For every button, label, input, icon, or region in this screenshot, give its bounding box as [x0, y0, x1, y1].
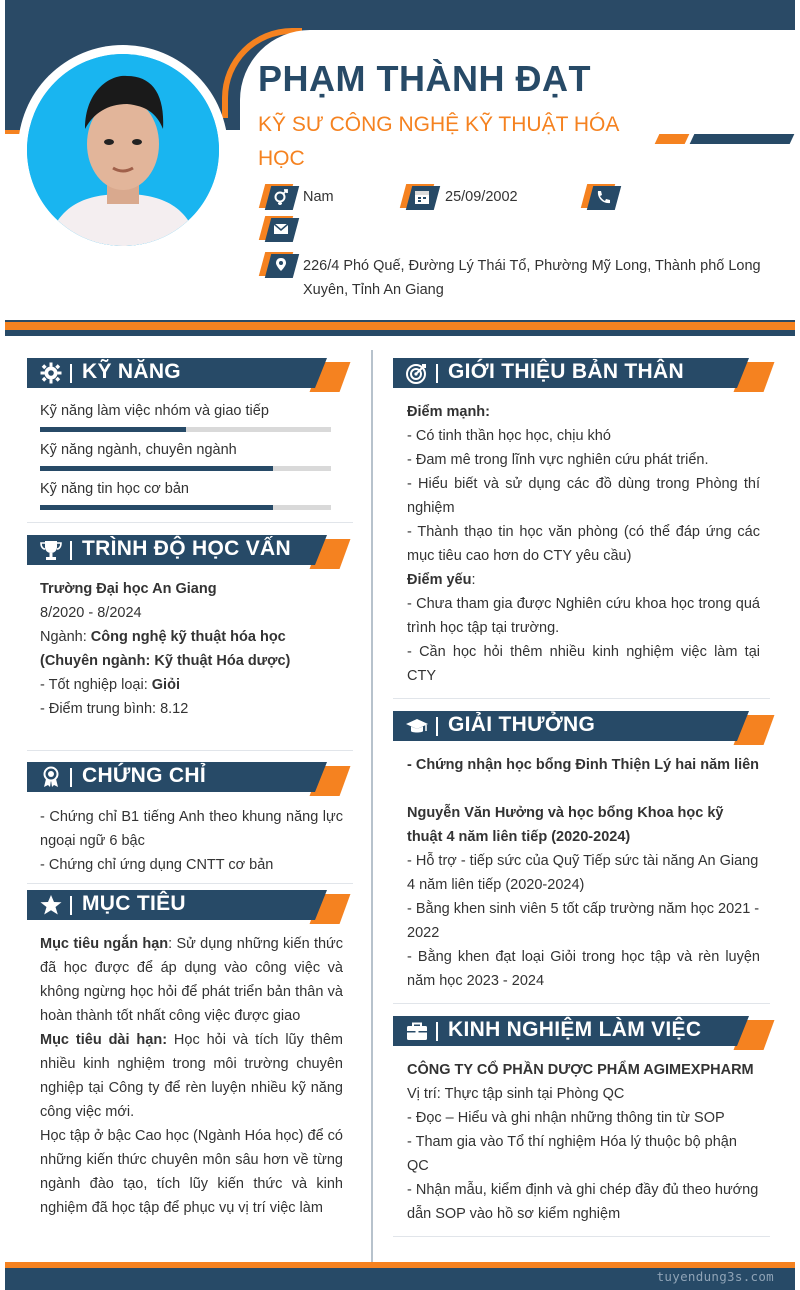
further-objective: Học tập ở bậc Cao học (Ngành Hóa học) để có những kiến thức chuyên môn sâu hơn về từng ngành đào tạo, tích lũy kiến thức và kinh nghiệm đã học tập để phục vụ vị trí việc làm [40, 1128, 343, 1216]
trophy-icon [39, 539, 63, 561]
long-term-text: Học hỏi và tích lũy thêm nhiều kinh nghiệm trong môi trường chuyên nghiệp tại Công ty để rèn luyện nhiều kỹ năng công việc mới. [40, 1032, 344, 1120]
weakness-item: - Chưa tham gia được Nghiên cứu khoa học trong quá trình học tập tại trường. [407, 596, 760, 636]
graduation-rank [40, 673, 180, 697]
award-item: - Hỗ trợ - tiếp sức của Quỹ Tiếp sức tài năng An Giang 4 năm liên tiếp (2020-2024) [407, 853, 759, 893]
task-item: - Đọc – Hiểu và ghi nhận những thông tin từ SOP [407, 1110, 725, 1126]
strengths-label: Điểm mạnh: [407, 404, 490, 420]
education-period: 8/2020 - 8/2024 [40, 605, 142, 621]
task-item: - Tham gia vào Tổ thí nghiệm Hóa lý thuộc bộ phận QC [407, 1134, 737, 1174]
experience-title: KINH NGHIỆM LÀM VIỆC [448, 1018, 702, 1041]
column-divider [371, 350, 373, 1262]
skill-bar-track [40, 466, 331, 471]
email-icon [270, 220, 292, 238]
birthday-icon-box [403, 184, 437, 210]
weaknesses-label [407, 568, 476, 592]
email-icon-box [262, 216, 296, 242]
skill-bar-fill [40, 427, 186, 432]
objectives-title: MỤC TIÊU [82, 892, 186, 915]
section-divider [393, 1236, 770, 1237]
certificate-item: - Chứng chỉ B1 tiếng Anh theo khung năng lực ngoại ngữ 6 bậc [40, 809, 343, 849]
certificate-item: - Chứng chỉ ứng dụng CNTT cơ bản [40, 857, 274, 873]
education-major [40, 625, 344, 673]
award-item: - Bằng khen sinh viên 5 tốt cấp trường năm học 2021 - 2022 [407, 901, 760, 941]
objectives-section-header [27, 890, 345, 926]
briefcase-icon [405, 1020, 429, 1042]
avatar [27, 54, 219, 246]
skill-bar-fill [40, 505, 273, 510]
task-item: - Nhận mẫu, kiểm định và ghi chép đầy đủ theo hướng dẫn SOP vào hồ sơ kiểm nghiệm [407, 1182, 759, 1222]
awards-section-header [393, 711, 769, 747]
weakness-item: - Cần học hỏi thêm nhiều kinh nghiệm việc làm tại CTY [407, 644, 760, 684]
grad-value: Giỏi [151, 677, 180, 693]
watermark: tuyendung3s.com [656, 1269, 774, 1284]
education-section-header [27, 535, 345, 571]
experience-section-header [393, 1016, 769, 1052]
gear-icon [39, 362, 63, 384]
major-prefix: Ngành: [40, 629, 91, 645]
skills-title: KỸ NĂNG [82, 360, 181, 383]
gender-icon [270, 188, 292, 206]
calendar-icon [411, 188, 433, 206]
section-divider [393, 1003, 770, 1004]
awards-title: GIẢI THƯỞNG [448, 713, 596, 736]
award-item-continued: Nguyễn Văn Hưởng và học bổng Khoa học kỹ thuật 4 năm liên tiếp (2020-2024) [407, 805, 724, 845]
section-divider [27, 883, 353, 884]
long-term-label: Mục tiêu dài hạn: [40, 1032, 168, 1048]
header-deco-orange [655, 134, 690, 144]
address-value: 226/4 Phó Quế, Đường Lý Thái Tổ, Phường Mỹ Long, Thành phố Long Xuyên, Tỉnh An Giang [303, 258, 761, 298]
position: Vị trí: Thực tập sinh tại Phòng QC [407, 1086, 625, 1102]
skill-bar-track [40, 427, 331, 432]
weak-label: Điểm yếu [407, 572, 472, 588]
certificates-section-header [27, 762, 345, 798]
long-term-objective [40, 1028, 343, 1124]
section-divider [27, 522, 353, 523]
address-icon-box [262, 252, 296, 278]
grad-prefix: - Tốt nghiệp loại: [40, 677, 152, 693]
school-name: Trường Đại học An Giang [40, 581, 217, 597]
gpa: - Điểm trung bình: 8.12 [40, 701, 189, 717]
strength-item: - Hiểu biết và sử dụng các đồ dùng trong Phòng thí nghiệm [407, 476, 760, 516]
about-section-header [393, 358, 769, 394]
award-item: - Chứng nhận học bổng Đinh Thiện Lý hai năm liên [407, 757, 760, 773]
short-term-label: Mục tiêu ngắn hạn [40, 936, 169, 952]
short-term-objective [40, 932, 343, 1028]
company-name: CÔNG TY CỔ PHẦN DƯỢC PHẨM AGIMEXPHARM [407, 1062, 754, 1078]
gender-icon-box [262, 184, 296, 210]
target-icon [405, 362, 429, 384]
job-title: KỸ SƯ CÔNG NGHỆ KỸ THUẬT HÓA HỌC [258, 113, 619, 170]
certificates-title: CHỨNG CHỈ [82, 764, 206, 787]
skill-bar-track [40, 505, 331, 510]
gender-value: Nam [303, 189, 334, 205]
candidate-name: PHẠM THÀNH ĐẠT [258, 58, 591, 99]
skill-bar-fill [40, 466, 273, 471]
strength-item: - Đam mê trong lĩnh vực nghiên cứu phát triển. [407, 452, 709, 468]
medal-icon [39, 766, 63, 788]
phone-icon [592, 188, 614, 206]
short-term-text: : Sử dụng những kiến thức đã học được để áp dụng vào công việc và không ngừng học hỏi để phát triển bản thân và hoàn thành tốt nhất công việc được giao [40, 936, 343, 1024]
section-divider [393, 698, 770, 699]
header-deco-navy [690, 134, 795, 144]
skill-label: Kỹ năng ngành, chuyên ngành [40, 442, 237, 458]
location-icon [270, 256, 292, 274]
avatar-portrait-icon [27, 54, 219, 246]
strength-item: - Thành thạo tin học văn phòng (có thể đáp ứng các mục tiêu cao hơn do CTY yêu cầu) [407, 524, 760, 564]
birthdate-value: 25/09/2002 [445, 189, 518, 205]
star-icon [39, 894, 63, 916]
skills-section-header [27, 358, 345, 394]
about-title: GIỚI THIỆU BẢN THÂN [448, 360, 684, 383]
education-title: TRÌNH ĐỘ HỌC VẤN [82, 537, 291, 560]
graduation-cap-icon [405, 715, 429, 737]
header-separator-navy [5, 330, 795, 336]
weak-colon: : [471, 572, 476, 588]
skill-label: Kỹ năng tin học cơ bản [40, 481, 189, 497]
phone-icon-box [584, 184, 618, 210]
award-item: - Bằng khen đạt loại Giỏi trong học tập và rèn luyện năm học 2023 - 2024 [407, 949, 760, 989]
major-value: Công nghệ kỹ thuật hóa học (Chuyên ngành: Kỹ thuật Hóa dược) [40, 629, 291, 669]
skill-label: Kỹ năng làm việc nhóm và giao tiếp [40, 403, 269, 419]
strength-item: - Có tinh thần học học, chịu khó [407, 428, 611, 444]
section-divider [27, 750, 353, 751]
